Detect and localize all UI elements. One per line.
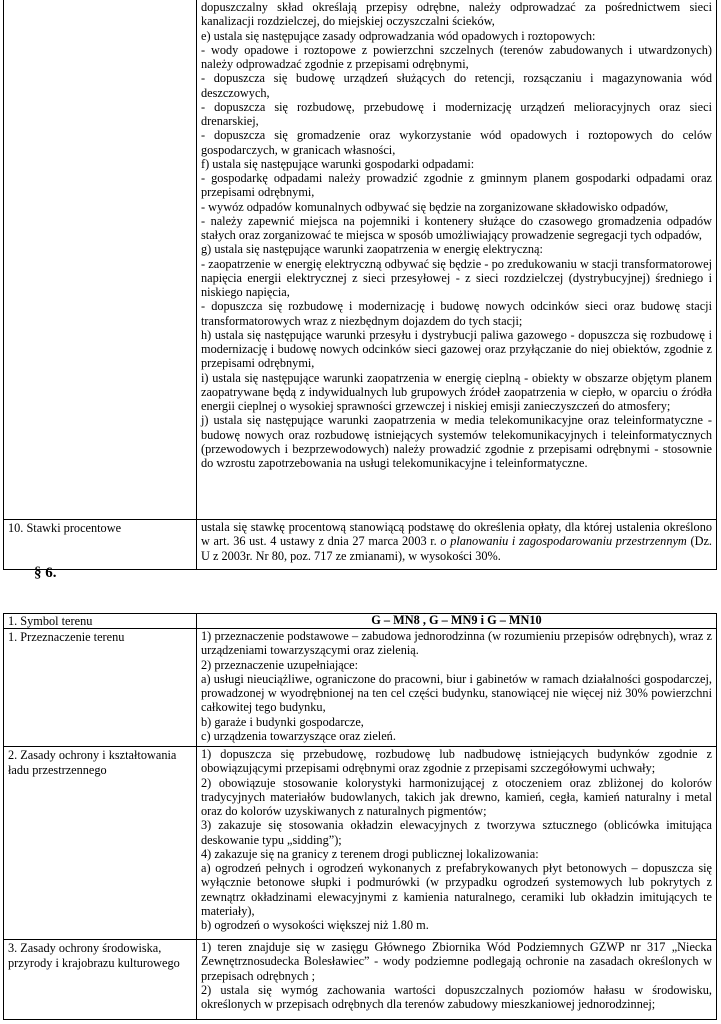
provision-line: h) ustala się następujące warunki przesyłu i dystrybucji paliwa gazowego - dopuszcza się rozbudowę i modernizację i budowę nowych odcinków sieci gazowej oraz przyłączanie do niej obiektów, zgodnie z przepisami odrębnymi, — [201, 327, 712, 371]
row-label: 1. Przeznaczenie terenu — [4, 629, 197, 747]
rule-line: 3) zakazuje się stosowania okładzin elewacyjnych z tworzywa sztucznego (oblicówka imitująca deskowanie typu „sidding”); — [201, 818, 712, 847]
rule-line: b) garaże i budynki gospodarcze, — [201, 714, 364, 729]
rule-line: c) urządzenia towarzyszące oraz zieleń. — [201, 728, 396, 743]
rate-text: ustala się stawkę procentową stanowiącą podstawę do określenia opłaty, dla której ustalenia określono w art. 36 ust. 4 ustawy z dnia 27 marca 2003 r. — [201, 520, 712, 549]
table-continuation — [3, 0, 717, 570]
provision-line: f) ustala się następujące warunki gospodarki odpadami: — [201, 156, 475, 171]
row-content — [197, 747, 717, 940]
rule-line: 1) teren znajduje się w zasięgu Głównego Zbiornika Wód Podziemnych GZWP nr 317 „Niecka Zewnętrznosudecka Bolesławiec” - wody podziemne podlegają ochronie na zasadach określonych w przepisach odrębnych ; — [201, 940, 712, 983]
row-label: 3. Zasady ochrony środowiska, przyrody i krajobrazu kulturowego — [4, 940, 197, 1020]
provision-line: - należy zapewnić miejsca na pojemniki i kontenery służące do czasowego gromadzenia odpadów stałych oraz zorganizować te miejsca w sposób umożliwiający prowadzenie segregacji tych odpadów, — [201, 213, 712, 242]
row-content — [197, 629, 717, 747]
rule-line: 2) ustala się wymóg zachowania wartości dopuszczalnych poziomów hałasu w środowisku, określonych w przepisach odrębnych dla terenów zabudowy mieszkaniowej jednorodzinnej; — [201, 982, 712, 1011]
rule-line: 1) dopuszcza się przebudowę, rozbudowę lub nadbudowę istniejących budynków zgodnie z obowiązującymi przepisami odrębnymi oraz zgodnie z przepisami szczegółowymi uchwały; — [201, 747, 712, 776]
section-heading: § 6. — [34, 565, 57, 581]
provision-line: - dopuszcza się rozbudowę i modernizację i budowę nowych odcinków sieci oraz budowę stacji transformatorowych wraz z niezbędnym dojazdem do tych stacji; — [201, 299, 712, 328]
rule-line: a) ogrodzeń pełnych i ogrodzeń wykonanych z prefabrykowanych płyt betonowych – dopuszcza się wyłącznie betonowe słupki i podmurówki (w przypadku ogrodzeń systemowych lub pokrytych z zewnątrz okładzinami elewacyjnymi z kamienia naturalnego, ceramiki lub okładzin imitujących te materiały), — [201, 861, 712, 918]
provision-line: dopuszczalny skład określają przepisy odrębne, należy odprowadzać za pośrednictwem sieci kanalizacji rozdzielczej, do miejskiej oczyszczalni ścieków, — [201, 0, 712, 29]
rule-line: 2) przeznaczenie uzupełniające: — [201, 657, 359, 672]
row-content — [197, 940, 717, 1020]
rate-text-cell — [197, 520, 717, 570]
row-label: 2. Zasady ochrony i kształtowania ładu przestrzennego — [4, 747, 197, 940]
rule-line: b) ogrodzeń o wysokości większej niż 1.80 m. — [201, 918, 429, 932]
provision-line: - wody opadowe i roztopowe z powierzchni szczelnych (terenów zabudowanych i utwardzonych) należy odprowadzać zgodnie z przepisami odrębnymi, — [201, 42, 712, 71]
rate-text-end: (Dz. U z 2003r. Nr 80, poz. 717 ze zmianami), w wysokości 30%. — [201, 534, 712, 563]
rule-line: a) usługi nieuciążliwe, ograniczone do pracowni, biur i gabinetów w ramach działalności gospodarczej, prowadzonej w wyodrębnionej na ten cel części budynku, stanowiącej nie więcej niż 30% powierzchni całkowitej tego budynku, — [201, 671, 712, 715]
provision-line: e) ustala się następujące zasady odprowadzania wód opadowych i roztopowych: — [201, 28, 596, 43]
provision-line: - wywóz odpadów komunalnych odbywać się będzie na zorganizowane składowisko odpadów, — [201, 199, 669, 214]
provision-line: g) ustala się następujące warunki zaopatrzenia w energię elektryczną: — [201, 242, 543, 257]
rate-label: 10. Stawki procentowe — [4, 520, 197, 570]
act-title: o planowaniu i zagospodarowaniu przestrzennym — [440, 534, 687, 549]
rule-line: 1) przeznaczenie podstawowe – zabudowa jednorodzinna (w rozumieniu przepisów odrębnych), wraz z urządzeniami towarzyszącymi oraz zielenią. — [201, 629, 712, 658]
symbol-label: 1. Symbol terenu — [4, 614, 197, 629]
table-zone-rules — [3, 613, 717, 1020]
provision-line: - dopuszcza się gromadzenie oraz wykorzystanie wód opadowych i roztopowych do celów gospodarczych, w granicach własności, — [201, 128, 712, 157]
provision-line: - dopuszcza się budowę urządzeń służących do retencji, rozsączaniu i magazynowania wód deszczowych, — [201, 71, 712, 100]
provision-line: j) ustala się następujące warunki zaopatrzenia w media telekomunikacyjne oraz teleinformatyczne - budowę nowych oraz rozbudowę istniejących systemów telekomunikacyjnych i teleinformatycznych (przewodowych i bezprzewodowych) należy prowadzić zgodnie z przepisami odrębnymi - stosownie do wzrostu zapotrzebowania na usługi telekomunikacyjne i teleinformatyczne. — [201, 413, 712, 470]
provision-line: - gospodarkę odpadami należy prowadzić zgodnie z gminnym planem gospodarki odpadami oraz przepisami odrębnymi, — [201, 171, 712, 200]
provision-line: - zaopatrzenie w energię elektryczną odbywać się będzie - po zredukowaniu w stacji transformatorowej napięcia energii elektrycznej z sieci przesyłowej - z sieci rozdzielczej (dystrybucyjnej) średniego i niskiego napięcia, — [201, 256, 712, 299]
rule-line: 4) zakazuje się na granicy z terenem drogi publicznej lokalizowania: — [201, 846, 539, 861]
provision-line: - dopuszcza się rozbudowę, przebudowę i modernizację urządzeń melioracyjnych oraz sieci drenarskiej, — [201, 99, 712, 128]
empty-label-cell — [4, 0, 197, 520]
rule-line: 2) obowiązuje stosowanie kolorystyki harmonizującej z otoczeniem oraz zbliżonej do kolorów tradycyjnych materiałów budowlanych, takich jak drewno, kamień, cegła, kamień naturalny i metal oraz do kolorów uzyskiwanych z naturalnych pigmentów; — [201, 775, 712, 818]
provision-line: i) ustala się następujące warunki zaopatrzenia w energię cieplną - obiekty w obszarze objętym planem zaopatrywane będą z indywidualnych lub grupowych źródeł zaopatrzenia w ciepło, w oparciu o źródła energii cieplnej o wysokiej sprawności grzewczej i niskiej emisji zanieczyszczeń do atmosfery; — [201, 370, 712, 413]
zone-symbol: G – MN8 , G – MN9 i G – MN10 — [197, 614, 717, 629]
utilities-provisions-cell — [197, 0, 717, 520]
